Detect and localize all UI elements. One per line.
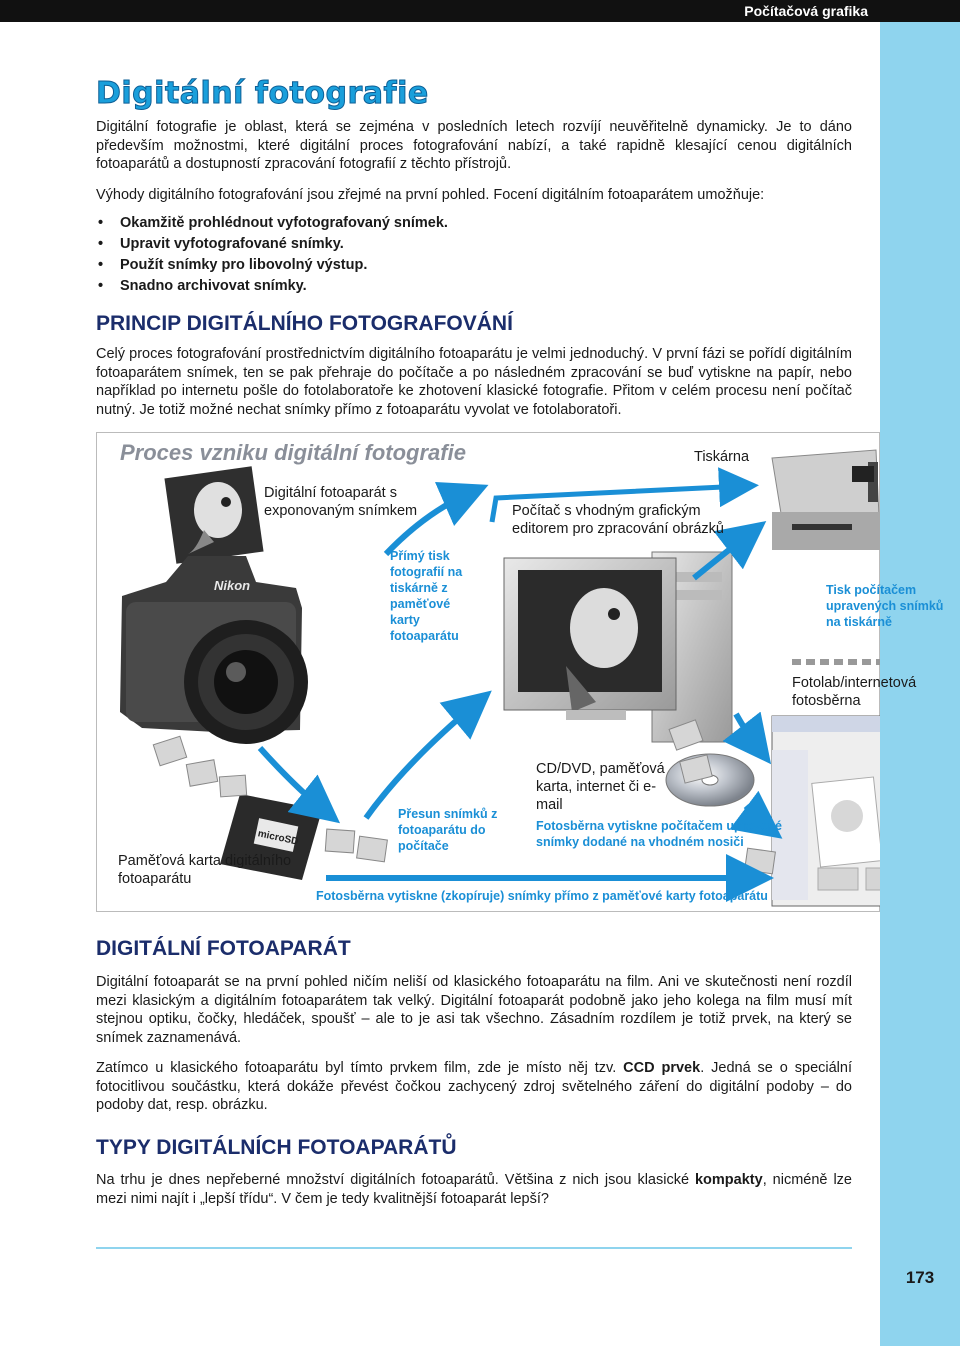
camera-brand-text: Nikon <box>214 578 251 593</box>
footer-rule <box>96 1247 852 1249</box>
media-label: CD/DVD, paměťová karta, internet či e-mail <box>536 761 665 813</box>
diagram-title: Proces vzniku digitální fotografie <box>120 440 466 465</box>
printer-icon <box>772 450 880 550</box>
types-paragraph <box>96 1171 852 1208</box>
camera-paragraph-1: Digitální fotoaparát se na první pohled ničím neliší od klasického fotoaparátu na film. Ani ve skutečnosti není rozdíl mezi klasickým a digitálním fotoaparátem tak velký. Digitální fotoaparát podobně jako jeho kolega na film musí mít stejnou optiku, čočky, hledáček, spoušť – ale to je asi tak všechno. Zásadním rozdílem je totiž prvek, na který se snímek zaznamenává. <box>96 974 852 1046</box>
list-item: • Použít snímky pro libovolný výstup. <box>96 255 448 276</box>
header-bar <box>0 0 960 22</box>
advantages-list <box>96 213 448 297</box>
list-item: • Snadno archivovat snímky. <box>96 276 448 297</box>
process-diagram <box>96 432 944 912</box>
text-run: , nicméně lze mezi nimi najít i „lepší třídu“. V čem je tedy kvalitnější fotoaparát lepší? <box>96 1172 852 1207</box>
list-item: • Upravit vyfotografované snímky. <box>96 234 448 255</box>
parrot-photo-icon <box>164 466 263 563</box>
list-item: • Okamžitě prohlédnout vyfotografovaný snímek. <box>96 213 448 234</box>
card-label: Paměťová karta digitálního fotoaparátu <box>118 853 292 887</box>
camera-label: Digitální fotoaparát s exponovaným snímkem <box>264 485 418 519</box>
note-computer-print: Tisk počítačem upravených snímků na tiskárně <box>826 583 944 629</box>
section-heading-types: TYPY DIGITÁLNÍCH FOTOAPARÁTŮ <box>96 1136 457 1159</box>
section-label: Počítačová grafika <box>744 3 868 19</box>
text-run: Na trhu je dnes nepřeberné množství digitálních fotoaparátů. Většina z nich jsou klasické <box>96 1172 695 1188</box>
page-title: Digitální fotografie <box>96 76 429 111</box>
intro-paragraph: Digitální fotografie je oblast, která se zejména v posledních letech rozvíjí neuvěřitelně dynamicky. Je to dáno především možnostmi, které digitální proces fotografování nabízí, a také rapidně klesající cenou digitálních fotoaparátů a dostupností zpracování fotografií z těchto přístrojů. <box>96 119 852 172</box>
text-run: . Jedná se o speciální fotocitlivou součástku, která dokáže převést čočkou zachycený zdroj světelného záření do digitální podoby – do podoby dat, resp. obrázku. <box>96 1060 852 1113</box>
note-lab-from-card: Fotosběrna vytiskne (zkopíruje) snímky přímo z paměťové karty fotoaparátu <box>316 889 768 903</box>
note-direct-print: Přímý tisk fotografií na tiskárně z paměťové karty fotoaparátu <box>390 549 463 643</box>
cd-disc-icon <box>666 754 754 806</box>
note-lab-from-media: Fotosběrna vytiskne počítačem upravené snímky dodané na vhodném nosiči <box>536 819 782 849</box>
computer-label: Počítač s vhodným grafickým editorem pro zpracování obrázků <box>512 503 724 537</box>
text-run: Zatímco u klasického fotoaparátu byl tímto prvkem film, zde je místo něj tzv. <box>96 1060 624 1076</box>
card-text: microSD <box>256 828 300 848</box>
printer-label: Tiskárna <box>694 449 750 465</box>
section-heading-principle: PRINCIP DIGITÁLNÍHO FOTOGRAFOVÁNÍ <box>96 312 513 335</box>
principle-paragraph: Celý proces fotografování prostřednictvím digitálního fotoaparátu je velmi jednoduchý. V první fázi se pořídí digitálním fotoaparátem snímek, ten se pak přehraje do počítače a po následném zpracování se buď vytiskne na papír, nebo například po internetu pošle do fotolaboratoře ke zhotovení klasické fotografie. Přitom v celém procesu není počítač nutný. Je totiž možné nechat snímky přímo z fotoaparátu vyvolat ve fotolaboratoři. <box>96 346 852 418</box>
fotolab-website-icon <box>772 716 880 906</box>
page-number: 173 <box>905 1268 935 1287</box>
ccd-term: CCD prvek <box>623 1060 701 1076</box>
camera-paragraph-2 <box>96 1059 852 1115</box>
fotolab-label: Fotolab/internetová fotosběrna <box>792 675 917 709</box>
intro-lead: Výhody digitálního fotografování jsou zřejmé na první pohled. Focení digitálním fotoaparátem umožňuje: <box>96 187 765 203</box>
note-transfer: Přesun snímků z fotoaparátu do počítače <box>398 807 498 853</box>
compact-term: kompakty <box>694 1172 763 1188</box>
section-heading-camera: DIGITÁLNÍ FOTOAPARÁT <box>96 937 351 960</box>
